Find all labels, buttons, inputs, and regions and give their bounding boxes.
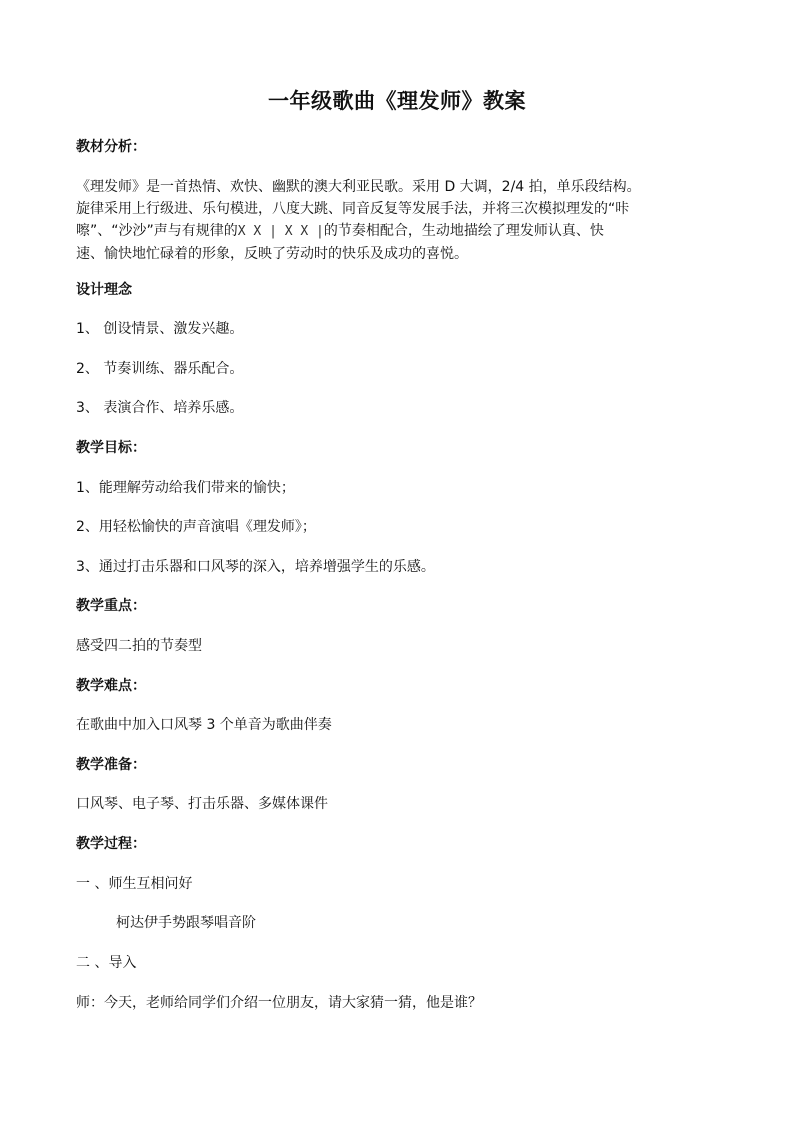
analysis-line-3-start: 嚓”、“沙沙”声与有规律的 [76,223,238,239]
section-heading-process: 教学过程： [76,836,146,852]
section-heading-key-point: 教学重点： [76,598,146,614]
key-point-text: 感受四二拍的节奏型 [76,638,202,654]
section-heading-goals: 教学目标： [76,440,146,456]
analysis-line-2: 旋律采用上行级进、乐句模进，八度大跳、同音反复等发展手法，并将三次模拟理发的“咔 [76,201,630,217]
goal-item-3: 3、通过打击乐器和口风琴的深入，培养增强学生的乐感。 [76,559,435,575]
goal-item-2: 2、用轻松愉快的声音演唱《理发师》； [76,519,316,535]
goal-item-1: 1、能理解劳动给我们带来的愉快； [76,480,295,496]
process-step-1: 一 、师生互相问好 [76,876,193,892]
process-dialogue: 师：今天，老师给同学们介绍一位朋友，请大家猜一猜，他是谁？ [76,995,482,1011]
analysis-line-1: 《理发师》是一首热情、欢快、幽默的澳大利亚民歌。采用 D 大调，2/4 拍，单乐段结构。 [76,179,641,195]
section-heading-difficulty: 教学难点： [76,678,146,694]
design-item-3: 3、 表演合作、培养乐感。 [76,400,244,416]
difficulty-text: 在歌曲中加入口风琴 3 个单音为歌曲伴奏 [76,717,332,733]
design-item-2: 2、 节奏训练、器乐配合。 [76,361,244,377]
process-step-2: 二 、导入 [76,955,137,971]
analysis-line-3-end: 的节奏相配合，生动地描绘了理发师认真、快 [323,223,604,239]
analysis-line-3 [76,220,721,243]
preparation-text: 口风琴、电子琴、打击乐器、多媒体课件 [76,796,328,812]
document-title: 一年级歌曲《理发师》教案 [268,88,526,113]
section-heading-design: 设计理念 [76,282,132,298]
section-heading-preparation: 教学准备： [76,757,146,773]
design-item-1: 1、 创设情景、激发兴趣。 [76,321,244,337]
analysis-line-4: 速、愉快地忙碌着的形象，反映了劳动时的快乐及成功的喜悦。 [76,246,468,262]
analysis-paragraph [76,176,721,265]
process-step-1-detail: 柯达伊手势跟琴唱音阶 [116,915,256,931]
section-heading-analysis: 教材分析： [76,139,146,155]
rhythm-notation: X X | X X | [237,224,324,239]
